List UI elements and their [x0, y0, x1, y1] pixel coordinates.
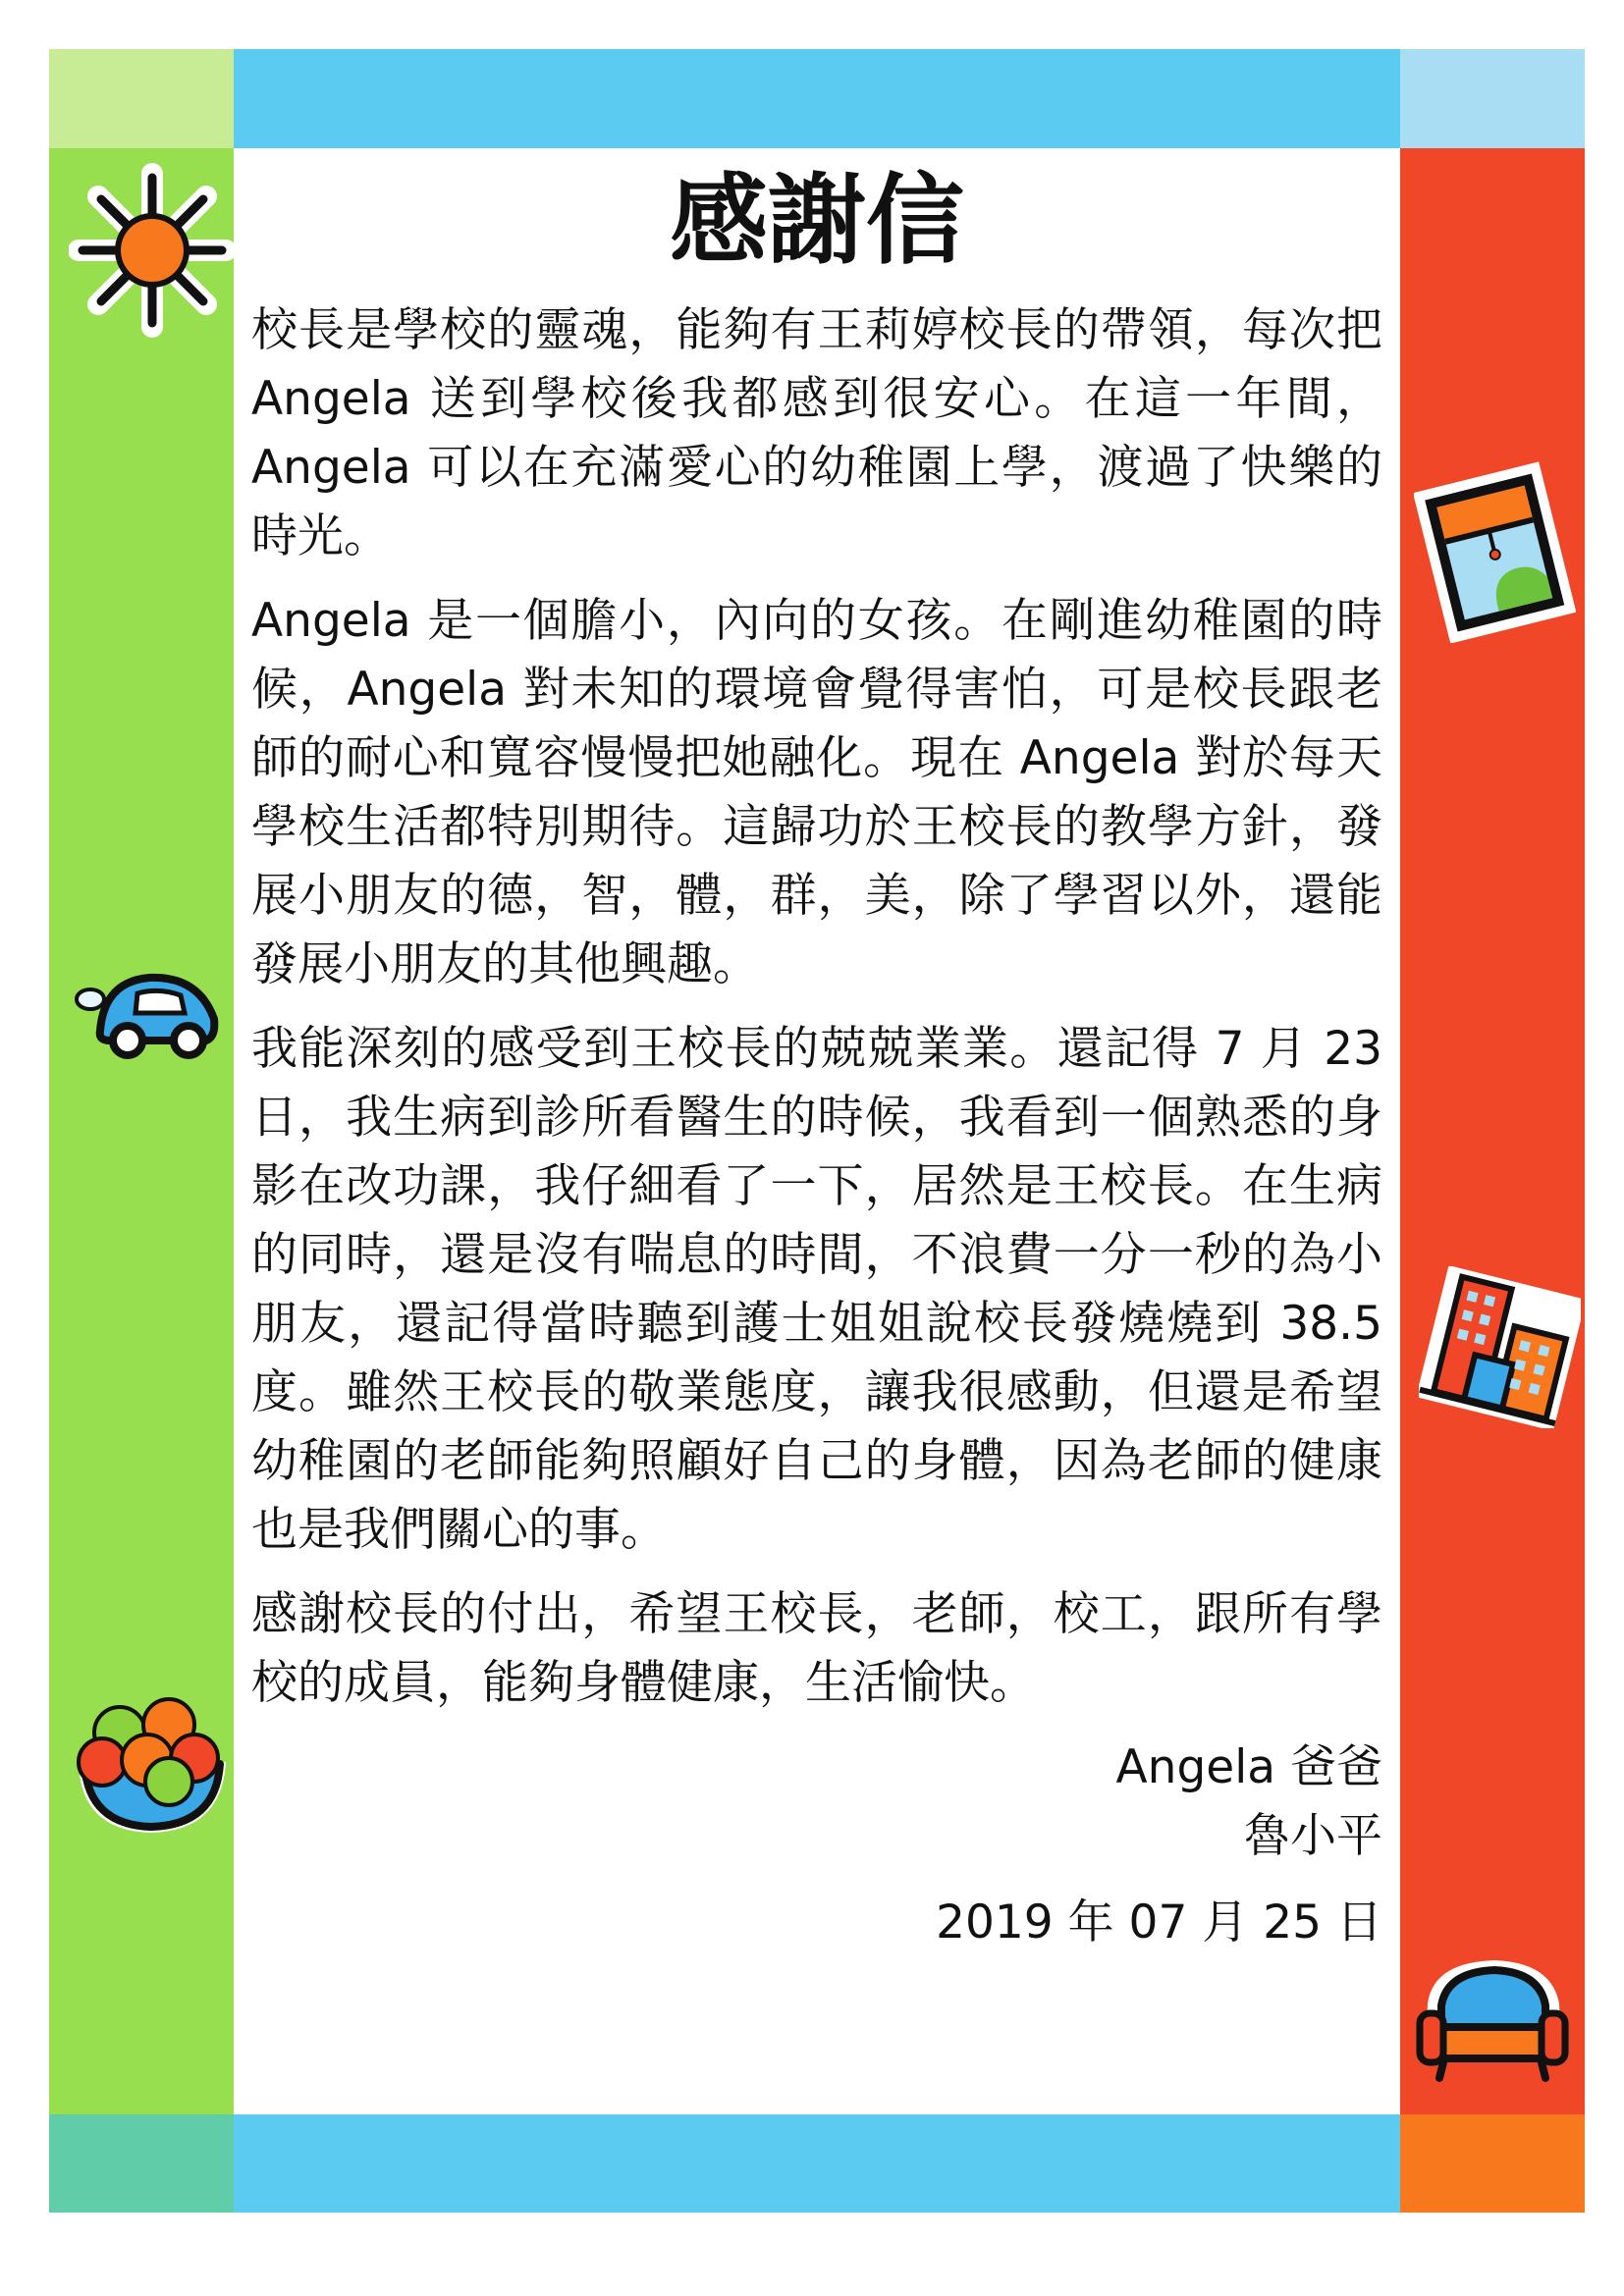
signature-name: 魯小平 [1244, 1809, 1382, 1863]
letter-date: 2019 年 07 月 25 日 [936, 1896, 1382, 1949]
paragraph-2: Angela 是一個膽小，內向的女孩。在剛進幼稚園的時候，Angela 對未知的環境會覺得害怕，可是校長跟老師的耐心和寬容慢慢把她融化。現在 Angela 對於每天學校生活都特別期待。這歸功於王校長的教學方針，發展小朋友的德，智，體，群，美，除了學習以外，還能發展小朋友的其他興趣。 [251, 594, 1382, 991]
corner-bottom-right [1400, 2114, 1585, 2213]
signature-relation: Angela 爸爸 [1115, 1740, 1382, 1794]
sun-icon [69, 162, 236, 339]
paragraph-3: 我能深刻的感受到王校長的兢兢業業。還記得 7 月 23 日，我生病到診所看醫生的時候，我看到一個熟悉的身影在改功課，我仔細看了一下，居然是王校長。在生病的同時，還是沒有喘息的時間，不浪費一分一秒的為小朋友，還記得當時聽到護士姐姐說校長發燒燒到 38.5 度。雖然王校長的敬業態度，讓我很感動，但還是希望幼稚園的老師能夠照顧好自己的身體，因為老師的健康也是我們關心的事。 [251, 1022, 1382, 1557]
paragraph-1: 校長是學校的靈魂，能夠有王莉婷校長的帶領，每次把 Angela 送到學校後我都感到很安心。在這一年間，Angela 可以在充滿愛心的幼稚園上學，渡過了快樂的時光。 [251, 303, 1382, 563]
corner-bottom-left [49, 2114, 234, 2213]
bottom-border-band [234, 2114, 1400, 2213]
letter-title: 感謝信 [670, 163, 964, 278]
buildings-icon [1419, 1266, 1581, 1428]
fruit-bowl-icon [71, 1683, 233, 1841]
right-border-band [1400, 148, 1585, 2114]
paragraph-4: 感謝校長的付出，希望王校長，老師，校工，跟所有學校的成員，能夠身體健康，生活愉快。 [251, 1587, 1382, 1710]
corner-top-left [49, 49, 234, 148]
sofa-icon [1414, 1949, 1571, 2086]
corner-top-right [1400, 49, 1585, 148]
letter-body [251, 157, 1382, 1957]
car-icon [71, 962, 228, 1060]
top-border-band [234, 49, 1400, 148]
window-icon [1414, 461, 1576, 643]
